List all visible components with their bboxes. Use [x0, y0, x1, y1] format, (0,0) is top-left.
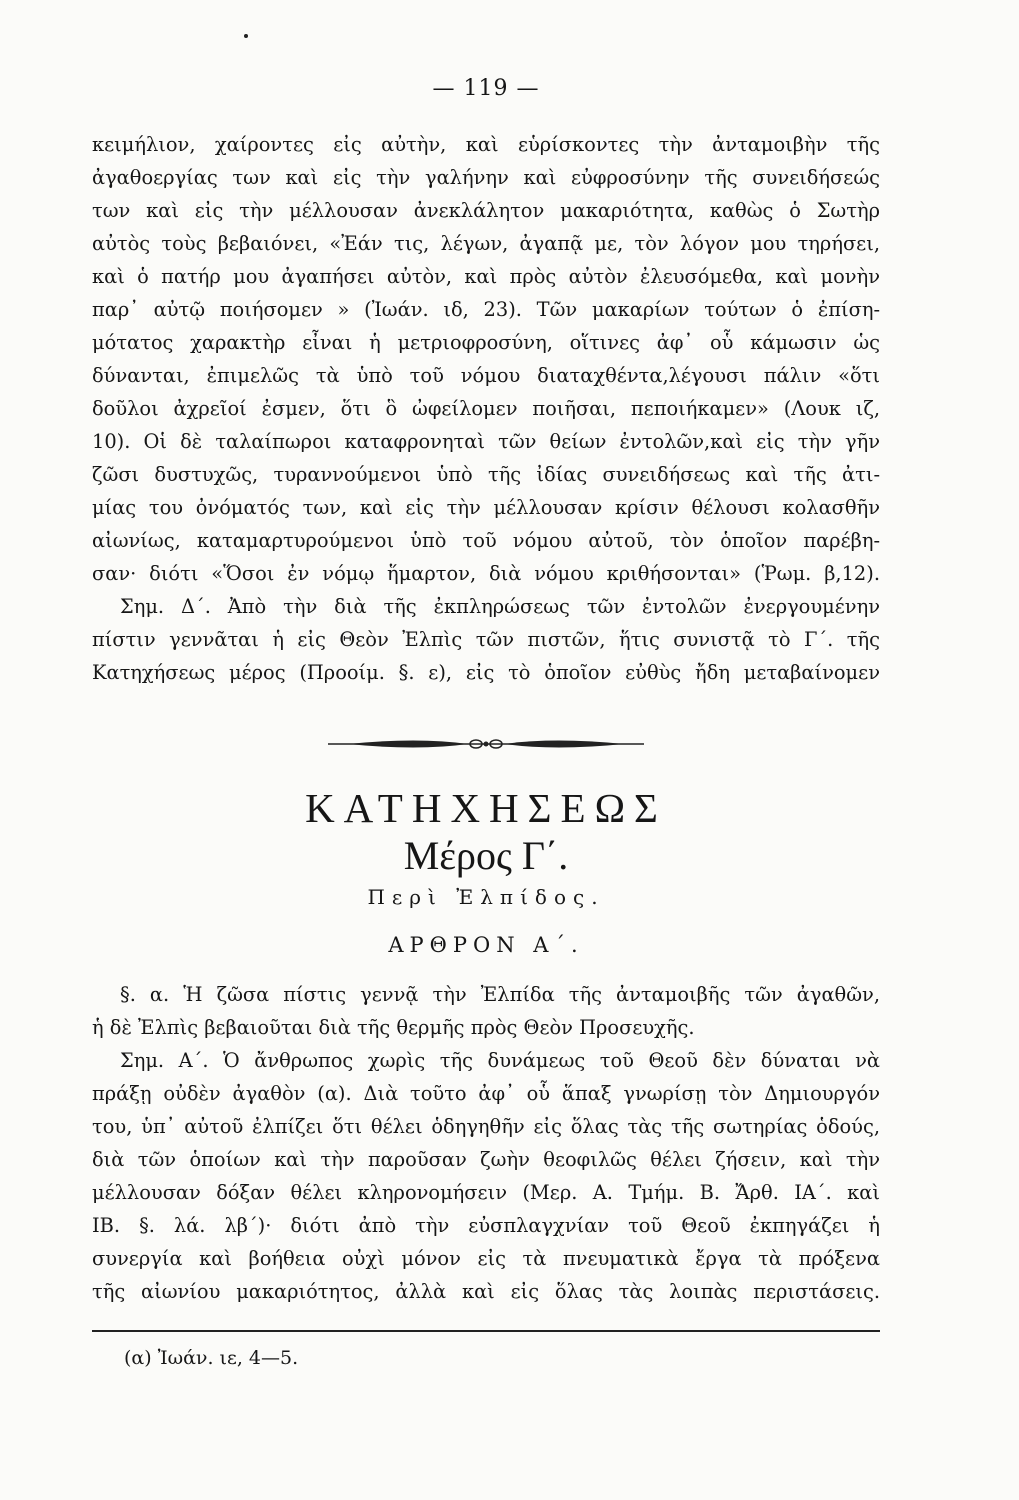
text-line: του, ὑπ᾽ αὐτοῦ ἐλπίζει ὅτι θέλει ὁδηγηθῆν εἰς ὅλας τὰς τῆς σωτηρίας ὁδούς, — [92, 1115, 880, 1138]
page-number: — 119 — — [432, 76, 540, 101]
text-line: ζῶσι δυστυχῶς, τυραννούμενοι ὑπὸ τῆς ἰδίας συνειδήσεως καὶ τῆς ἀτι- — [92, 463, 880, 486]
text-line: μέλλουσαν δόξαν θέλει κληρονομήσειν (Μερ. Α. Τμήμ. Β. Ἄρθ. ΙΑ΄. καὶ — [92, 1181, 880, 1204]
text-line: ἀγαθοεργίας των καὶ εἰς τὴν γαλήνην καὶ εὐφροσύνην τῆς συνειδήσεώς — [92, 166, 880, 189]
text-line: §. α. Ἡ ζῶσα πίστις γεννᾷ τὴν Ἐλπίδα τῆς ἀνταμοιβῆς τῶν ἀγαθῶν, — [120, 983, 880, 1006]
subject-title: Περὶ Ἐλπίδος. — [367, 885, 605, 909]
text-line: συνεργία καὶ βοήθεια οὐχὶ μόνον εἰς τὰ πνευματικὰ ἔργα τὰ πρόξενα — [92, 1247, 880, 1270]
article-title: ΑΡΘΡΟΝ Α΄. — [388, 933, 584, 957]
text-line: μίας του ὀνόματός των, καὶ εἰς τὴν μέλλουσαν κρίσιν θέλουσι κολασθῆν — [92, 496, 880, 519]
text-line: ΙΒ. §. λά. λβ΄)· διότι ἀπὸ τὴν εὐσπλαγχνίαν τοῦ Θεοῦ ἐκπηγάζει ἡ — [92, 1214, 880, 1237]
text-line: πίστιν γεννᾶται ἡ εἰς Θεὸν Ἐλπὶς τῶν πιστῶν, ἥτις συνιστᾷ τὸ Γ΄. τῆς — [92, 628, 880, 651]
ornamental-divider — [328, 736, 644, 752]
section-title: ΚΑΤΗΧΗΣΕΩΣ — [305, 785, 667, 831]
text-line: Σημ. Α΄. Ὁ ἄνθρωπος χωρὶς τῆς δυνάμεως τοῦ Θεοῦ δὲν δύναται νὰ — [120, 1049, 880, 1072]
text-line: αὐτὸς τοὺς βεβαιόνει, «Ἐάν τις, λέγων, ἀγαπᾷ με, τὸν λόγον μου τηρήσει, — [92, 232, 880, 255]
text-line: διὰ τῶν ὁποίων καὶ τὴν παροῦσαν ζωὴν θεοφιλῶς θέλει ζήσειν, καὶ τὴν — [92, 1148, 880, 1171]
book-page — [92, 0, 880, 1500]
footnote: (α) Ἰωάν. ιε, 4—5. — [124, 1347, 299, 1369]
text-line: πράξῃ οὐδὲν ἀγαθὸν (α). Διὰ τοῦτο ἀφ᾽ οὗ ἅπαξ γνωρίσῃ τὸν Δημιουργόν — [92, 1082, 880, 1105]
text-line: των καὶ εἰς τὴν μέλλουσαν ἀνεκλάλητον μακαριότητα, καθὼς ὁ Σωτὴρ — [92, 199, 880, 222]
text-line: παρ᾽ αὐτῷ ποιήσομεν » (Ἰωάν. ιδ, 23). Τῶν μακαρίων τούτων ὁ ἐπίση- — [92, 298, 880, 321]
text-line: δοῦλοι ἀχρεῖοί ἐσμεν, ὅτι ὃ ὠφείλομεν ποιῆσαι, πεποιήκαμεν» (Λουκ ιζ, — [92, 397, 880, 420]
text-line: τῆς αἰωνίου μακαριότητος, ἀλλὰ καὶ εἰς ὅλας τὰς λοιπὰς περιστάσεις. — [92, 1280, 880, 1303]
ink-speck — [244, 34, 248, 38]
text-line: Κατηχήσεως μέρος (Προοίμ. §. ε), εἰς τὸ ὁποῖον εὐθὺς ἤδη μεταβαίνομεν — [92, 661, 880, 684]
footnote-rule — [92, 1330, 880, 1332]
text-line: καὶ ὁ πατήρ μου ἀγαπήσει αὐτὸν, καὶ πρὸς αὐτὸν ἐλευσόμεθα, καὶ μονὴν — [92, 265, 880, 288]
text-line: σαν· διότι «Ὅσοι ἐν νόμῳ ἥμαρτον, διὰ νόμου κριθήσονται» (Ῥωμ. β,12). — [92, 562, 880, 585]
text-line: δύνανται, ἐπιμελῶς τὰ ὑπὸ τοῦ νόμου διαταχθέντα,λέγουσι πάλιν «ὅτι — [92, 364, 880, 387]
text-line: κειμήλιον, χαίροντες εἰς αὐτὴν, καὶ εὑρίσκοντες τὴν ἀνταμοιβὴν τῆς — [92, 133, 880, 156]
text-line: ἡ δὲ Ἐλπὶς βεβαιοῦται διὰ τῆς θερμῆς πρὸς Θεὸν Προσευχῆς. — [92, 1016, 695, 1039]
text-line: μότατος χαρακτὴρ εἶναι ἡ μετριοφροσύνη, οἵτινες ἀφ᾽ οὗ κάμωσιν ὡς — [92, 331, 880, 354]
text-line: αἰωνίως, καταμαρτυρούμενοι ὑπὸ τοῦ νόμου αὐτοῦ, τὸν ὁποῖον παρέβη- — [92, 529, 880, 552]
text-line: Σημ. Δ΄. Ἀπὸ τὴν διὰ τῆς ἐκπληρώσεως τῶν ἐντολῶν ἐνεργουμένην — [120, 595, 880, 618]
text-line: 10). Οἱ δὲ ταλαίπωροι καταφρονηταὶ τῶν θείων ἐντολῶν,καὶ εἰς τὴν γῆν — [92, 430, 880, 453]
part-title: Μέρος Γ΄. — [403, 833, 569, 878]
